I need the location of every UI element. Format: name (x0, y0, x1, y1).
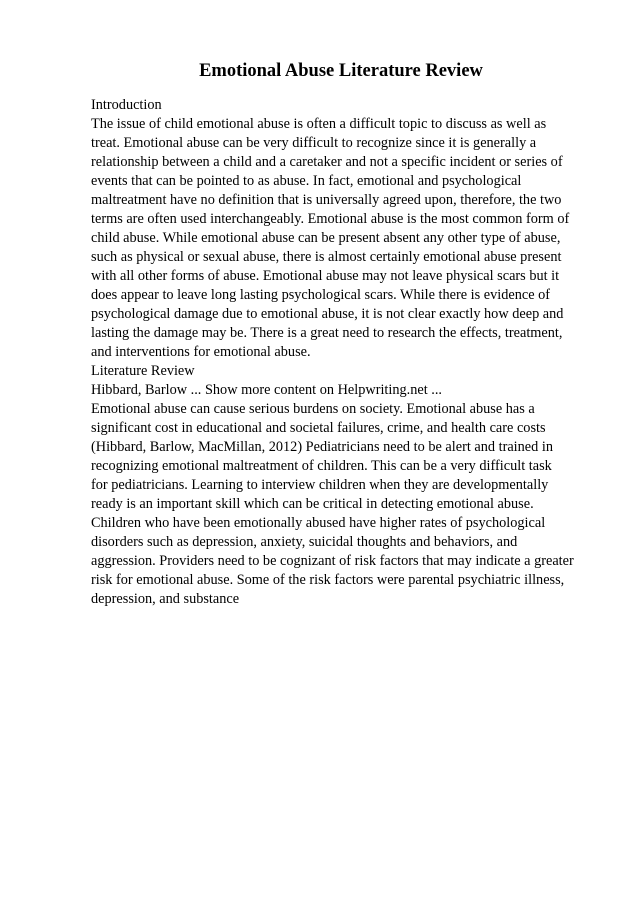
body-line: such as physical or sexual abuse, there is almost certainly emotional abuse present (91, 249, 562, 265)
body-line: does appear to leave long lasting psychological scars. While there is evidence of (91, 287, 551, 303)
show-more-line: Hibbard, Barlow ... Show more content on Helpwriting.net ... (91, 382, 443, 398)
section-heading-introduction: Introduction (91, 97, 162, 113)
body-line: psychological damage due to emotional abuse, it is not clear exactly how deep and (91, 306, 564, 322)
body-line: Emotional abuse can cause serious burdens on society. Emotional abuse has a (91, 401, 535, 417)
document-page (91, 60, 591, 609)
body-line: events that can be pointed to as abuse. In fact, emotional and psychological (91, 173, 522, 189)
section-heading-literature-review: Literature Review (91, 363, 195, 379)
body-line: ready is an important skill which can be critical in detecting emotional abuse. (91, 496, 534, 512)
document-title: Emotional Abuse Literature Review (199, 61, 483, 81)
body-line: depression, and substance (91, 591, 240, 607)
body-line: relationship between a child and a caretaker and not a specific incident or series of (91, 154, 563, 170)
document-body (91, 96, 591, 609)
body-line: treat. Emotional abuse can be very difficult to recognize since it is generally a (91, 135, 537, 151)
body-line: disorders such as depression, anxiety, suicidal thoughts and behaviors, and (91, 534, 518, 550)
body-line: Children who have been emotionally abused have higher rates of psychological (91, 515, 546, 531)
body-line: child abuse. While emotional abuse can be present absent any other type of abuse, (91, 230, 561, 246)
body-line: risk for emotional abuse. Some of the risk factors were parental psychiatric illness, (91, 572, 565, 588)
body-line: with all other forms of abuse. Emotional abuse may not leave physical scars but it (91, 268, 560, 284)
body-line: lasting the damage may be. There is a great need to research the effects, treatment, (91, 325, 563, 341)
body-line: recognizing emotional maltreatment of children. This can be a very difficult task (91, 458, 552, 474)
body-line: and interventions for emotional abuse. (91, 344, 311, 360)
body-line: for pediatricians. Learning to interview children when they are developmentally (91, 477, 549, 493)
body-line: maltreatment have no definition that is universally agreed upon, therefore, the two (91, 192, 562, 208)
body-line: terms are often used interchangeably. Emotional abuse is the most common form of (91, 211, 570, 227)
body-line: (Hibbard, Barlow, MacMillan, 2012) Pediatricians need to be alert and trained in (91, 439, 553, 455)
body-line: aggression. Providers need to be cognizant of risk factors that may indicate a greater (91, 553, 574, 569)
body-line: significant cost in educational and societal failures, crime, and health care costs (91, 420, 546, 436)
body-line: The issue of child emotional abuse is often a difficult topic to discuss as well as (91, 116, 547, 132)
